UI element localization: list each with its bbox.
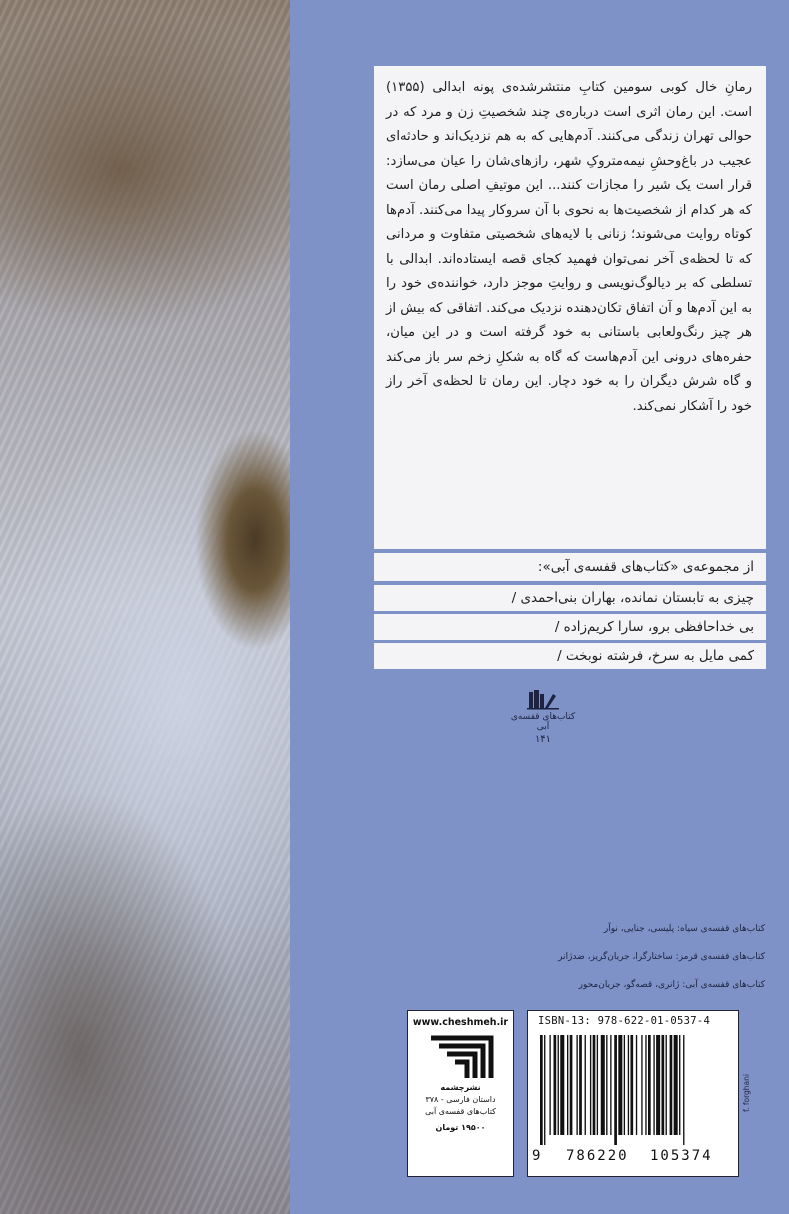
- barcode-bar: [662, 1035, 665, 1135]
- barcode-bar: [674, 1035, 678, 1135]
- publisher-logo-icon: [425, 1034, 497, 1082]
- series-logo-name: کتاب‌های قفسه‌ی آبی: [510, 712, 576, 732]
- barcode-bar: [540, 1035, 543, 1145]
- series-item: چیزی به تابستان نمانده، بهاران بنی‌احمدی /: [374, 585, 766, 611]
- barcode-graphic: [540, 1035, 728, 1145]
- barcode-bar: [683, 1035, 684, 1145]
- barcode-bar: [554, 1035, 557, 1135]
- barcode-bar: [679, 1035, 680, 1135]
- barcode-bar: [585, 1035, 586, 1135]
- category-line: کتاب‌های قفسه‌ی قرمز: ساختارگرا، جریان‌گریز، ضدژانر: [558, 952, 765, 962]
- cover-photo-fur: [0, 0, 290, 1214]
- isbn-text: ISBN-13: 978-622-01-0537-4: [538, 1015, 711, 1027]
- barcode-digit-group: 105374: [650, 1148, 713, 1164]
- barcode-bar: [593, 1035, 596, 1135]
- barcode-digit-group: 786220: [566, 1148, 629, 1164]
- series-number: ۱۴۱: [534, 734, 552, 745]
- series-heading: از مجموعه‌ی «کتاب‌های قفسه‌ی آبی»:: [374, 553, 766, 581]
- barcode-bar: [630, 1035, 633, 1135]
- series-item: بی خداحافظی برو، سارا کریم‌زاده /: [374, 614, 766, 640]
- blurb-box: [374, 66, 766, 549]
- publisher-box: [407, 1010, 514, 1177]
- barcode-bar: [641, 1035, 642, 1135]
- designer-credit: f. forghani: [742, 1074, 751, 1112]
- barcode-bar: [579, 1035, 582, 1135]
- barcode-bar: [570, 1035, 573, 1135]
- price: ۱۹۵۰۰ تومان: [435, 1123, 486, 1132]
- barcode-bar: [653, 1035, 654, 1135]
- category-line: کتاب‌های قفسه‌ی آبی: ژانری، قصه‌گو، جریان‌محور: [578, 980, 765, 990]
- category-line: کتاب‌های قفسه‌ی سیاه: پلیسی، جنایی، نوآر: [603, 924, 765, 934]
- barcode-bar: [597, 1035, 598, 1135]
- barcode-bar: [666, 1035, 667, 1135]
- barcode-bar: [590, 1035, 591, 1135]
- barcode-bar: [624, 1035, 625, 1135]
- barcode-bar: [560, 1035, 564, 1135]
- catalog-line: کتاب‌های قفسه‌ی آبی: [425, 1107, 496, 1116]
- barcode-bar: [567, 1035, 568, 1135]
- bookshelf-icon: [523, 688, 563, 710]
- catalog-line: داستان فارسی - ۳۷۸: [425, 1095, 496, 1104]
- barcode-bar: [601, 1035, 605, 1135]
- barcode-bar: [628, 1035, 629, 1135]
- barcode-bar: [618, 1035, 622, 1135]
- publisher-url: www.cheshmeh.ir: [412, 1017, 509, 1028]
- barcode-bar: [576, 1035, 577, 1135]
- barcode-bar: [610, 1035, 611, 1135]
- barcode-bar: [549, 1035, 550, 1135]
- barcode-box: [527, 1010, 739, 1177]
- barcode-digit-lead: 9: [532, 1148, 541, 1164]
- barcode-bar: [558, 1035, 559, 1135]
- series-logo: [510, 688, 576, 745]
- series-item: کمی مایل به سرخ، فرشته نوبخت /: [374, 643, 766, 669]
- barcode-bar: [606, 1035, 607, 1135]
- barcode-bar: [648, 1035, 651, 1135]
- barcode-bar: [670, 1035, 673, 1135]
- barcode-bar: [645, 1035, 646, 1135]
- publisher-imprint: نشرچشمه: [440, 1083, 481, 1092]
- blurb-text: رمانِ خال کوبی سومین کتابِ منتشرشده‌ی پونه ابدالی (۱۳۵۵) است. این رمان اثری است درباره‌ی چند شخصیتِ زن و مرد که در حوالی تهران زندگی می‌کنند. آدم‌هایی که به هم نزدیک‌اند و حادثه‌ای عجیب در باغ‌وحشِ نیمه‌متروکِ شهر، رازهای‌شان را عیان می‌سازد: قرار است یک شیر را مجازات کنند... این موتیفِ اصلی رمان است که هر کدام از شخصیت‌ها به نحوی با آن سروکار پیدا می‌کنند. آدم‌ها کوتاه روایت می‌شوند؛ زنانی با لایه‌های شخصیتی متفاوت و مردانی که تا لحظه‌ی آخر نمی‌توان فهمید کجای قصه ایستاده‌اند. ابدالی با تسلطی که بر دیالوگ‌نویسی و روایتِ موجز دارد، خواننده‌ی خود را به این آدم‌ها و آن اتفاق تکان‌دهنده نزدیک می‌کند. اتفاقی که بیش از هر چیز رنگ‌ولعابی باستانی به خود گرفته است و در این میان، حفره‌های درونی این آدم‌هاست که گاه به شکلِ زخم سر باز می‌کند و گاه شرش دیگران را به خود دچار. این رمان تا لحظه‌ی آخر راز خود را آشکار نمی‌کند.: [386, 80, 752, 414]
- barcode-bar: [614, 1035, 617, 1145]
- barcode-bar: [544, 1035, 545, 1145]
- barcode-bar: [656, 1035, 660, 1135]
- barcode-bar: [636, 1035, 637, 1135]
